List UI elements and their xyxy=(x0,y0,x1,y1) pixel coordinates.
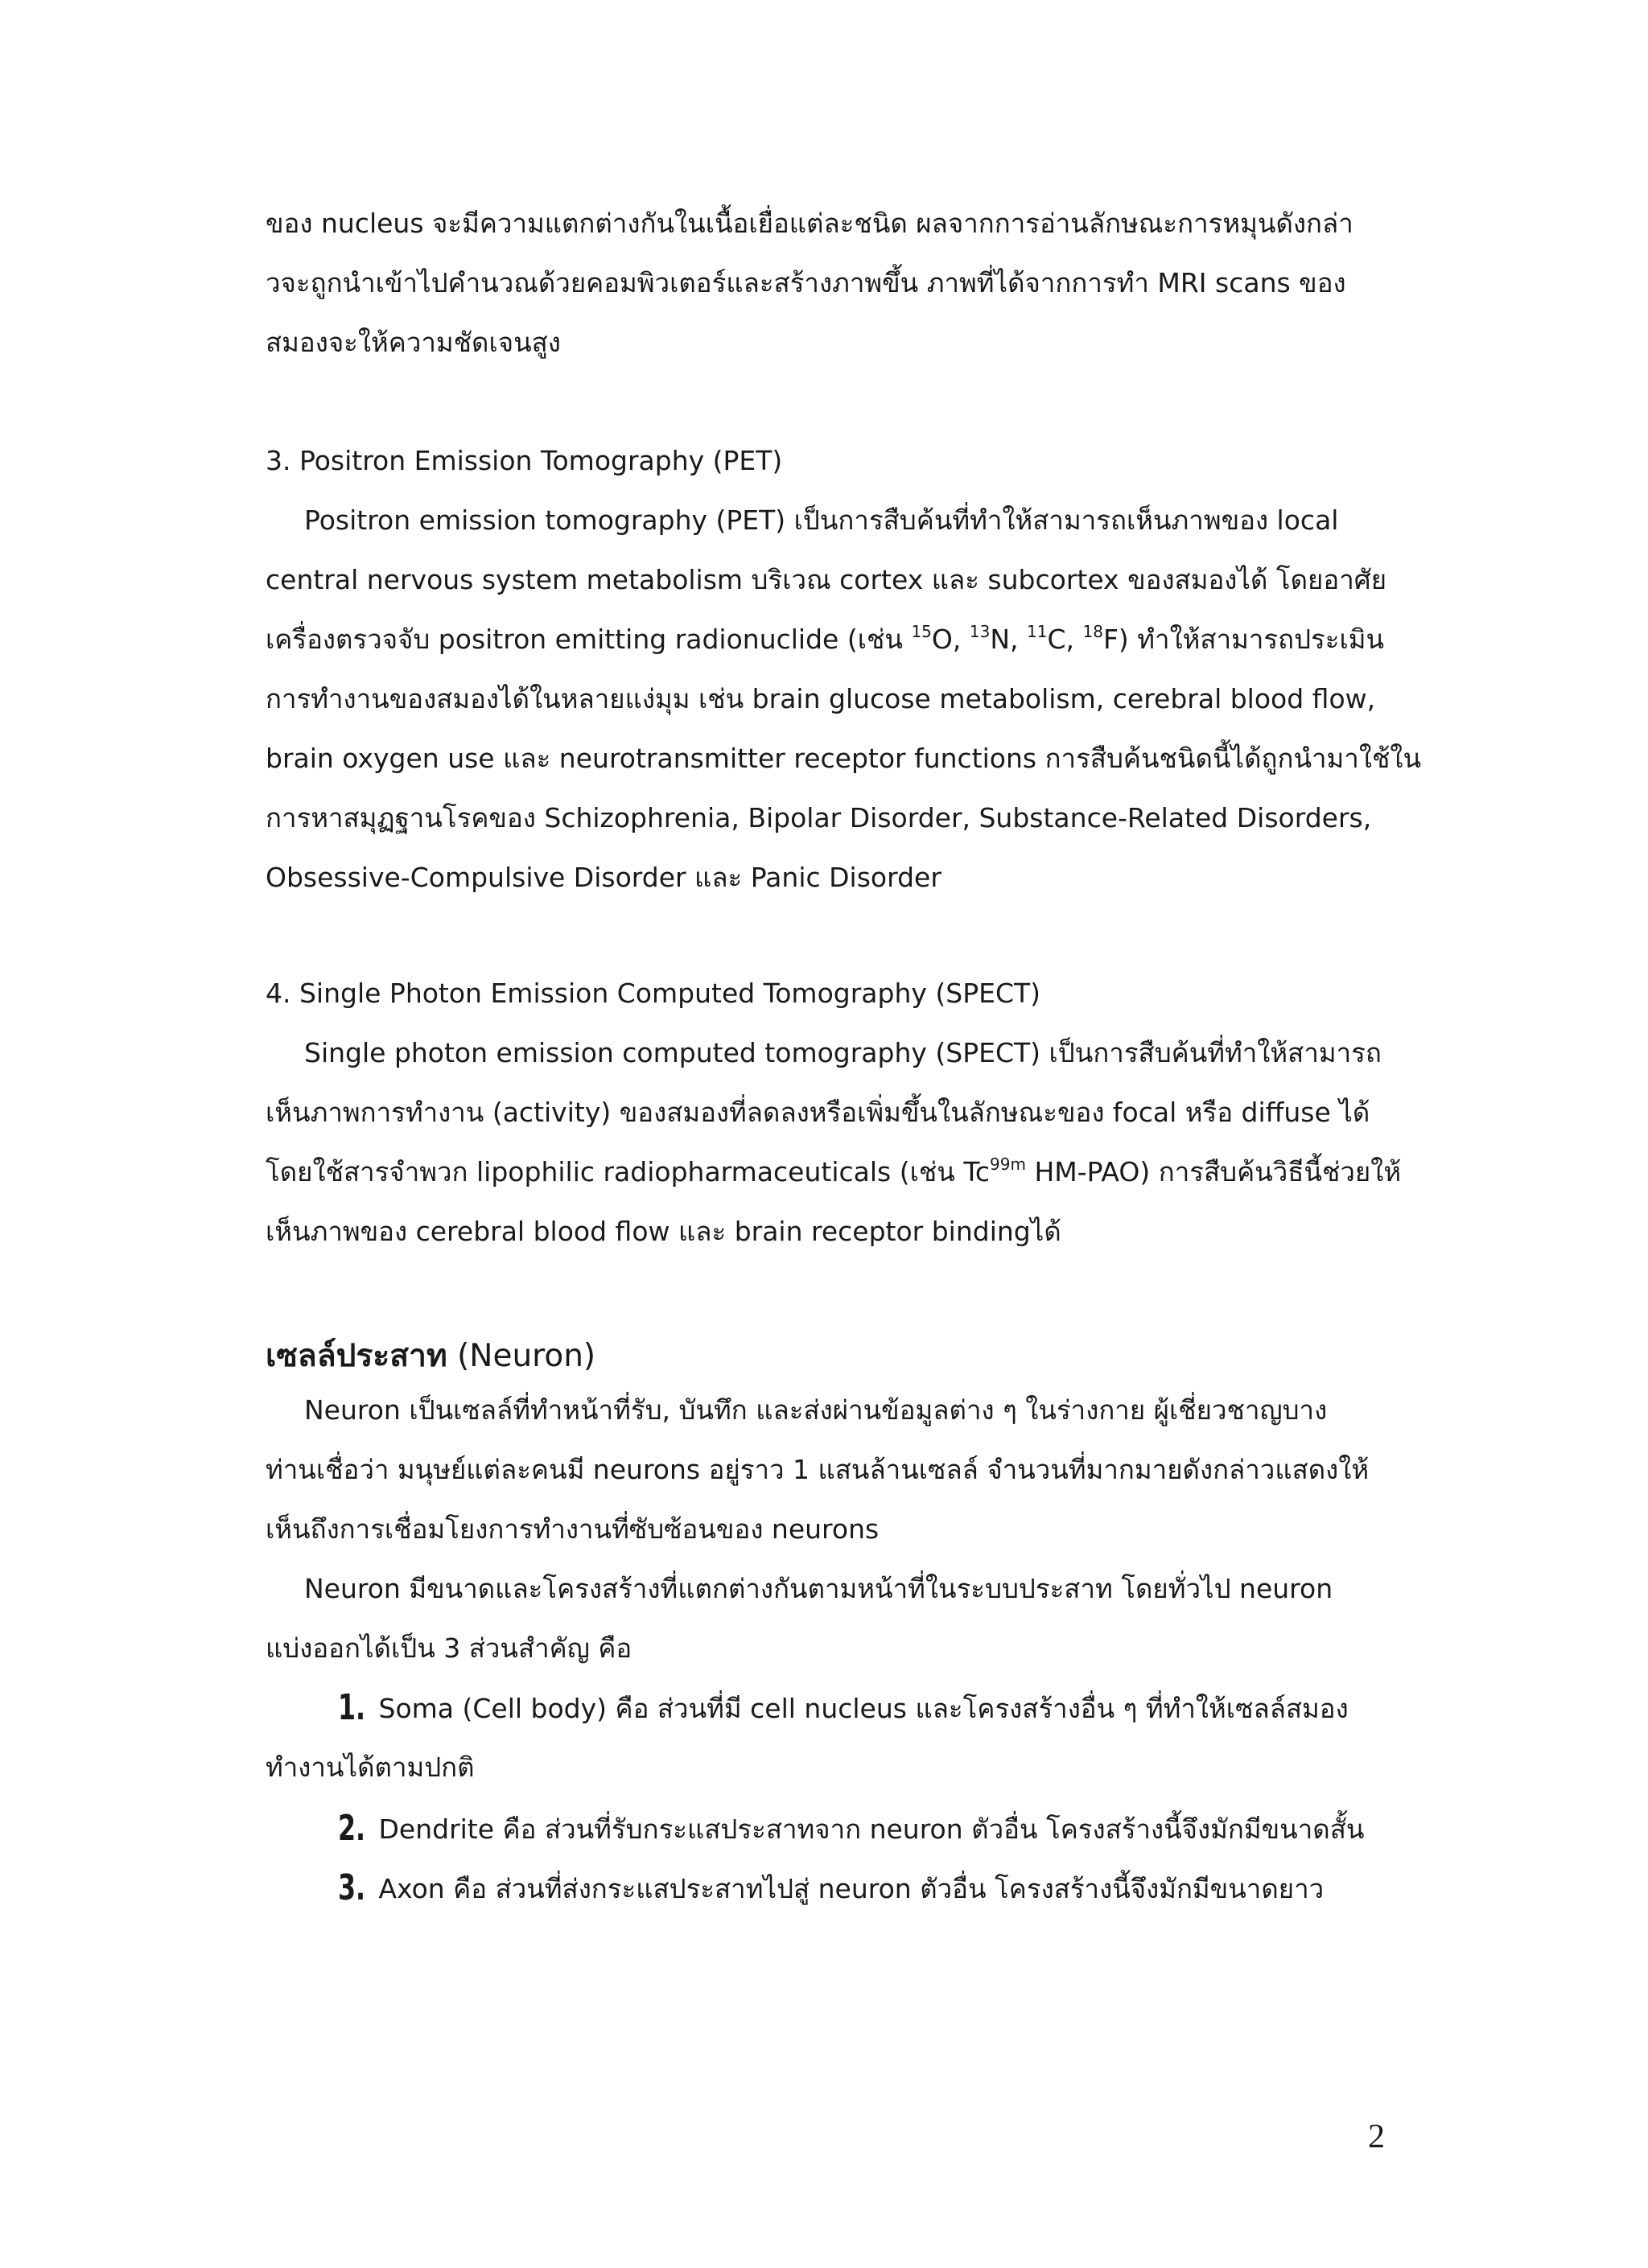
oxygen-symbol: O, xyxy=(931,624,970,655)
pet-line-5: brain oxygen use และ neurotransmitter receptor functions การสืบค้นชนิดนี้ได้ถูกนำมาใช้ใน xyxy=(266,743,1422,774)
list-item-text: Axon คือ ส่วนที่ส่งกระแสประสาทไปสู่ neuron ตัวอื่น โครงสร้างนี้จึงมักมีขนาดยาว xyxy=(378,1873,1325,1904)
nitrogen-symbol: N, xyxy=(990,624,1027,655)
neuron-p1-line-1: Neuron เป็นเซลล์ที่ทำหน้าที่รับ, บันทึก และส่งผ่านข้อมูลต่าง ๆ ในร่างกาย ผู้เชี่ยวชาญบาง xyxy=(304,1394,1328,1426)
list-item-text: Soma (Cell body) คือ ส่วนที่มี cell nucleus และโครงสร้างอื่น ๆ ที่ทำให้เซลล์สมอง xyxy=(378,1693,1349,1724)
list-item-text: Dendrite คือ ส่วนที่รับกระแสประสาทจาก neuron ตัวอื่น โครงสร้างนี้จึงมักมีขนาดสั้น xyxy=(378,1813,1365,1845)
neuron-section-title xyxy=(266,1331,595,1381)
intro-line-3: สมองจะให้ความชัดเจนสูง xyxy=(266,327,561,358)
spect-line-3 xyxy=(266,1156,1401,1188)
spect-line-3-start: โดยใช้สารจำพวก lipophilic radiopharmaceuticals (เช่น Tc xyxy=(266,1156,991,1188)
pet-heading: 3. Positron Emission Tomography (PET) xyxy=(266,445,783,476)
pet-line-2: central nervous system metabolism บริเวณ cortex และ subcortex ของสมองได้ โดยอาศัย xyxy=(266,564,1387,595)
nitrogen-mass-number: 13 xyxy=(969,622,991,641)
list-item-number: 1. xyxy=(338,1687,366,1728)
intro-line-1: ของ nucleus จะมีความแตกต่างกันในเนื้อเยื่อแต่ละชนิด ผลจากการอ่านลักษณะการหมุนดังกล่า xyxy=(266,208,1353,239)
spect-line-1: Single photon emission computed tomography (SPECT) เป็นการสืบค้นที่ทำให้สามารถ xyxy=(304,1037,1382,1068)
neuron-p2-line-2: แบ่งออกได้เป็น 3 ส่วนสำคัญ คือ xyxy=(266,1632,632,1664)
technetium-superscript: 99m xyxy=(990,1155,1026,1174)
spect-heading: 4. Single Photon Emission Computed Tomography (SPECT) xyxy=(266,978,1041,1009)
pet-line-1: Positron emission tomography (PET) เป็นการสืบค้นที่ทำให้สามารถเห็นภาพของ local xyxy=(304,504,1339,536)
list-item-number: 2. xyxy=(338,1808,366,1849)
list-item-number: 3. xyxy=(338,1867,366,1908)
list-item-continuation: ทำงานได้ตามปกติ xyxy=(266,1751,475,1783)
neuron-p1-line-3: เห็นถึงการเชื่อมโยงการทำงานที่ซับซ้อนของ neurons xyxy=(266,1513,880,1545)
fluorine-mass-number: 18 xyxy=(1082,622,1103,641)
pet-line-4: การทำงานของสมองได้ในหลายแง่มุม เช่น brain glucose metabolism, cerebral blood flow, xyxy=(266,683,1376,714)
neuron-title-english: (Neuron) xyxy=(447,1338,596,1374)
spect-line-2: เห็นภาพการทำงาน (activity) ของสมองที่ลดลงหรือเพิ่มขึ้นในลักษณะของ focal หรือ diffuse ได้ xyxy=(266,1097,1370,1128)
neuron-p2-line-1: Neuron มีขนาดและโครงสร้างที่แตกต่างกันตามหน้าที่ในระบบประสาท โดยทั่วไป neuron xyxy=(304,1573,1333,1604)
neuron-title-thai: เซลล์ประสาท xyxy=(266,1338,447,1374)
carbon-symbol: C, xyxy=(1047,624,1083,655)
list-item xyxy=(338,1867,1325,1908)
pet-line-3 xyxy=(266,624,1384,656)
neuron-p1-line-2: ท่านเชื่อว่า มนุษย์แต่ละคนมี neurons อยู่ราว 1 แสนล้านเซลล์ จำนวนที่มากมายดังกล่าวแสดงให้ xyxy=(266,1454,1370,1485)
page-number: 2 xyxy=(1368,2118,1385,2155)
pet-line-3-start: เครื่องตรวจจับ positron emitting radionuclide (เช่น xyxy=(266,624,912,655)
pet-line-6: การหาสมุฏฐานโรคของ Schizophrenia, Bipolar Disorder, Substance-Related Disorders, xyxy=(266,802,1372,834)
list-item xyxy=(338,1687,1349,1728)
list-item xyxy=(338,1808,1365,1849)
oxygen-mass-number: 15 xyxy=(911,622,932,641)
pet-line-7: Obsessive-Compulsive Disorder และ Panic Disorder xyxy=(266,862,941,893)
carbon-mass-number: 11 xyxy=(1027,622,1048,641)
pet-line-3-end: F) ทำให้สามารถประเมิน xyxy=(1102,624,1385,655)
spect-line-3-end: HM-PAO) การสืบค้นวิธีนี้ช่วยให้ xyxy=(1025,1156,1402,1188)
spect-line-4: เห็นภาพของ cerebral blood flow และ brain receptor bindingได้ xyxy=(266,1216,1061,1247)
intro-line-2: วจะถูกนำเข้าไปคำนวณด้วยคอมพิวเตอร์และสร้างภาพขึ้น ภาพที่ได้จากการทำ MRI scans ของ xyxy=(266,267,1346,298)
